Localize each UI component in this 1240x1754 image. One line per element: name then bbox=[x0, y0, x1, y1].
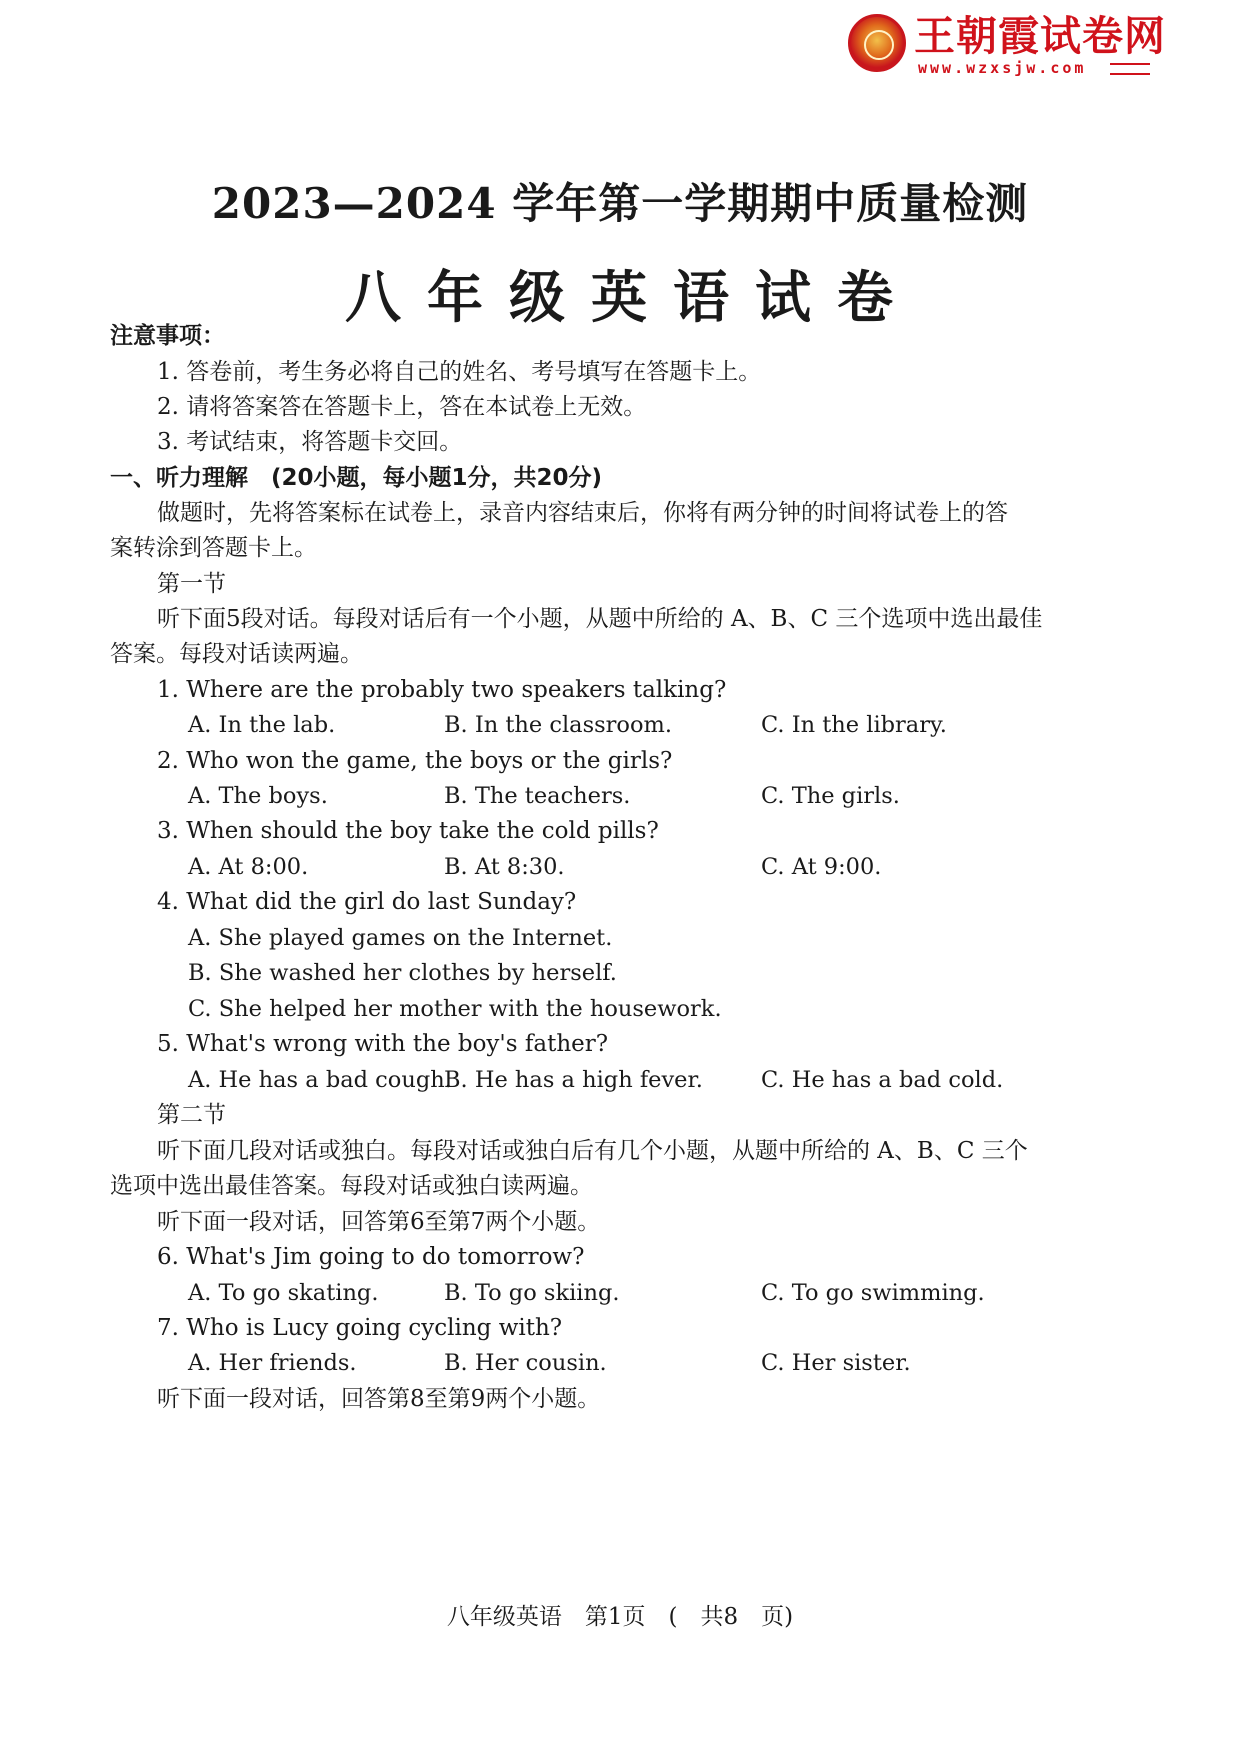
exam-title: 2023—2024 学年第一学期期中质量检测 bbox=[211, 179, 1029, 228]
option-c: C. She helped her mother with the housework. bbox=[188, 996, 722, 1022]
site-logo bbox=[848, 12, 1166, 77]
question-text: 3. When should the boy take the cold pills? bbox=[157, 818, 659, 844]
question-text: 6. What's Jim going to do tomorrow? bbox=[157, 1244, 585, 1270]
notes-heading: 注意事项： bbox=[110, 323, 225, 349]
option-a: A. In the lab. bbox=[188, 712, 336, 738]
note-item: 1. 答卷前，考生务必将自己的姓名、考号填写在答题卡上。 bbox=[157, 359, 762, 385]
part-instructions: 听下面几段对话或独白。每段对话或独白后有几个小题，从题中所给的 A、B、C 三个 bbox=[157, 1138, 1028, 1164]
option-b: B. At 8:30. bbox=[444, 854, 565, 880]
exam-subtitle: 八年级英语试卷 bbox=[345, 265, 919, 331]
option-b: B. He has a high fever. bbox=[444, 1067, 703, 1093]
part-instructions: 答案。每段对话读两遍。 bbox=[110, 641, 363, 667]
logo-url: www.wzxsjw.com bbox=[918, 59, 1087, 77]
option-b: B. In the classroom. bbox=[444, 712, 673, 738]
part-label: 第一节 bbox=[157, 571, 226, 597]
page-footer: 八年级英语 第1页 ( 共8 页) bbox=[446, 1604, 794, 1630]
option-c: C. To go swimming. bbox=[761, 1280, 985, 1306]
dialog-intro: 听下面一段对话，回答第8至第9两个小题。 bbox=[157, 1386, 601, 1412]
section-instructions: 案转涂到答题卡上。 bbox=[110, 535, 317, 561]
section-heading: 一、听力理解 (20小题，每小题1分，共20分) bbox=[110, 465, 603, 491]
note-item: 3. 考试结束，将答题卡交回。 bbox=[157, 429, 463, 455]
logo-name: 王朝霞试卷网 bbox=[914, 12, 1166, 60]
question-text: 5. What's wrong with the boy's father? bbox=[157, 1031, 609, 1057]
option-b: B. The teachers. bbox=[444, 783, 631, 809]
question-text: 7. Who is Lucy going cycling with? bbox=[157, 1315, 563, 1341]
option-c: C. At 9:00. bbox=[761, 854, 882, 880]
option-b: B. Her cousin. bbox=[444, 1350, 607, 1376]
option-a: A. Her friends. bbox=[188, 1350, 357, 1376]
option-a: A. The boys. bbox=[188, 783, 328, 809]
part-instructions: 听下面5段对话。每段对话后有一个小题，从题中所给的 A、B、C 三个选项中选出最佳 bbox=[157, 606, 1043, 632]
option-c: C. Her sister. bbox=[761, 1350, 911, 1376]
option-a: A. He has a bad cough. bbox=[188, 1067, 452, 1093]
option-a: A. At 8:00. bbox=[188, 854, 309, 880]
part-instructions: 选项中选出最佳答案。每段对话或独白读两遍。 bbox=[110, 1173, 593, 1199]
option-b: B. To go skiing. bbox=[444, 1280, 620, 1306]
dialog-intro: 听下面一段对话，回答第6至第7两个小题。 bbox=[157, 1209, 601, 1235]
logo-waves-icon bbox=[1110, 63, 1150, 75]
note-item: 2. 请将答案答在答题卡上，答在本试卷上无效。 bbox=[157, 394, 647, 420]
option-b: B. She washed her clothes by herself. bbox=[188, 960, 617, 986]
option-c: C. The girls. bbox=[761, 783, 900, 809]
section-instructions: 做题时，先将答案标在试卷上，录音内容结束后，你将有两分钟的时间将试卷上的答 bbox=[157, 500, 1008, 526]
option-a: A. She played games on the Internet. bbox=[188, 925, 613, 951]
question-text: 1. Where are the probably two speakers talking? bbox=[157, 677, 727, 703]
logo-seal-icon bbox=[848, 14, 906, 72]
option-c: C. In the library. bbox=[761, 712, 947, 738]
option-c: C. He has a bad cold. bbox=[761, 1067, 1004, 1093]
question-text: 4. What did the girl do last Sunday? bbox=[157, 889, 577, 915]
part-label: 第二节 bbox=[157, 1102, 226, 1128]
question-text: 2. Who won the game, the boys or the girls? bbox=[157, 748, 673, 774]
option-a: A. To go skating. bbox=[188, 1280, 379, 1306]
